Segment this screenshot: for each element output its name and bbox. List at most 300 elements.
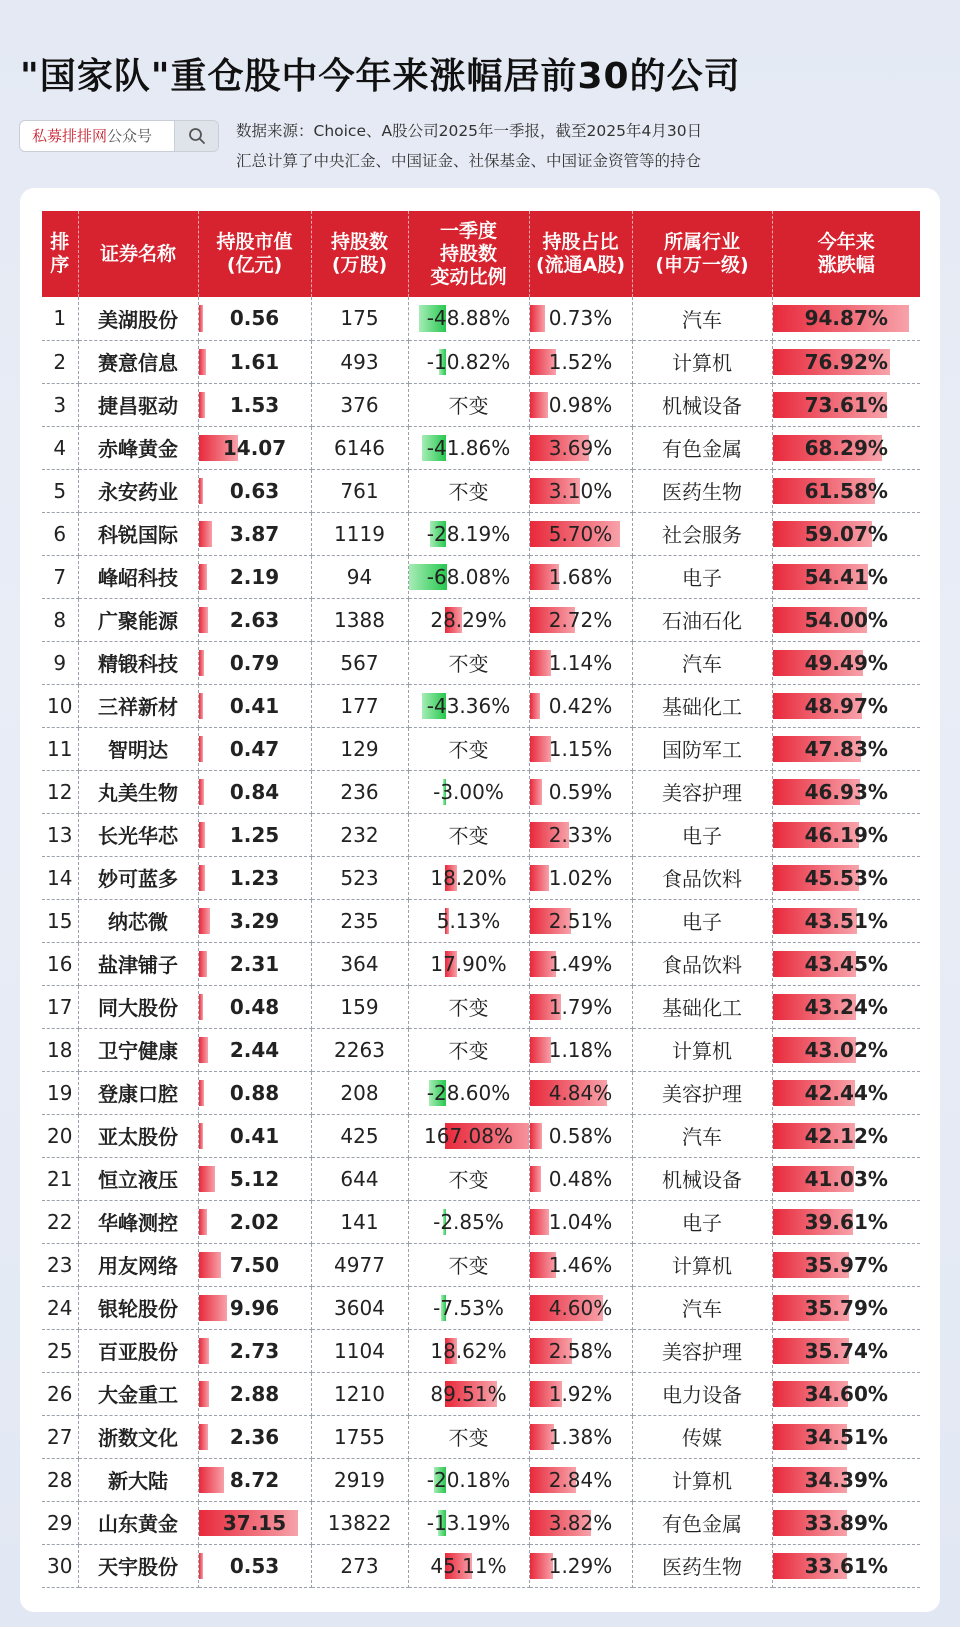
search-brand xyxy=(20,121,174,151)
cell-value-text: 14.07 xyxy=(222,435,287,460)
cell-rank-text: 29 xyxy=(47,1510,73,1535)
cell-name xyxy=(78,1157,198,1200)
cell-ytd-text: 48.97% xyxy=(804,693,888,718)
cell-ytd-text: 43.45% xyxy=(804,951,888,976)
cell-rank xyxy=(42,899,78,942)
cell-ratio xyxy=(529,684,632,727)
cell-value-bar xyxy=(199,1037,208,1063)
cell-change-text: -20.18% xyxy=(426,1467,511,1492)
table-row xyxy=(42,512,920,555)
cell-value-bar xyxy=(199,1295,228,1321)
cell-name-text: 妙可蓝多 xyxy=(98,867,178,891)
cell-ratio-text: 1.15% xyxy=(548,736,613,761)
cell-rank-text: 4 xyxy=(53,435,67,460)
cell-ratio-bar xyxy=(530,693,540,719)
cell-ratio xyxy=(529,297,632,340)
cell-ytd xyxy=(772,813,920,856)
cell-shares-text: 159 xyxy=(340,994,379,1019)
table-row xyxy=(42,1544,920,1587)
source-line-2: 汇总计算了中央汇金、中国证金、社保基金、中国证金资管等的持仓 xyxy=(236,152,702,170)
cell-rank-text: 2 xyxy=(53,349,67,374)
cell-ytd-text: 46.19% xyxy=(804,822,888,847)
cell-value xyxy=(198,1501,311,1544)
cell-rank-text: 18 xyxy=(47,1037,73,1062)
cell-name xyxy=(78,1329,198,1372)
cell-industry xyxy=(632,813,772,856)
table-row xyxy=(42,1114,920,1157)
cell-name-text: 长光华芯 xyxy=(98,824,178,848)
cell-rank-text: 3 xyxy=(53,392,67,417)
header-change-line: 变动比例 xyxy=(430,265,507,288)
cell-ytd xyxy=(772,1114,920,1157)
cell-change-text: 不变 xyxy=(448,480,489,504)
cell-shares xyxy=(311,641,408,684)
cell-ratio-text: 5.70% xyxy=(548,521,613,546)
cell-name-text: 精锻科技 xyxy=(98,652,178,676)
cell-change xyxy=(408,469,529,512)
cell-shares xyxy=(311,1372,408,1415)
cell-shares-text: 364 xyxy=(340,951,379,976)
cell-rank-text: 26 xyxy=(47,1381,73,1406)
cell-change-text: -10.82% xyxy=(426,349,511,374)
cell-shares-text: 141 xyxy=(340,1209,379,1234)
cell-rank-text: 11 xyxy=(47,736,73,761)
cell-ratio xyxy=(529,1372,632,1415)
cell-industry xyxy=(632,1415,772,1458)
cell-ytd-text: 33.89% xyxy=(804,1510,888,1535)
cell-rank-text: 22 xyxy=(47,1209,73,1234)
cell-rank-text: 27 xyxy=(47,1424,73,1449)
cell-ratio xyxy=(529,1501,632,1544)
cell-shares xyxy=(311,1458,408,1501)
cell-shares xyxy=(311,899,408,942)
cell-change-text: 167.08% xyxy=(424,1123,513,1148)
cell-value-bar xyxy=(199,994,203,1020)
table-row xyxy=(42,1200,920,1243)
cell-industry-text: 电力设备 xyxy=(662,1383,742,1407)
cell-ytd xyxy=(772,383,920,426)
cell-value xyxy=(198,1071,311,1114)
cell-value xyxy=(198,469,311,512)
cell-shares-text: 1119 xyxy=(334,521,385,546)
cell-value xyxy=(198,899,311,942)
cell-value-text: 1.23 xyxy=(229,865,280,890)
cell-value-text: 0.56 xyxy=(229,306,280,331)
cell-value-text: 8.72 xyxy=(229,1467,280,1492)
cell-industry xyxy=(632,512,772,555)
table-row xyxy=(42,1415,920,1458)
cell-value-text: 0.84 xyxy=(229,779,280,804)
cell-industry xyxy=(632,684,772,727)
cell-ratio xyxy=(529,1243,632,1286)
cell-ratio-text: 4.84% xyxy=(548,1080,613,1105)
cell-ratio xyxy=(529,1544,632,1587)
cell-ytd-text: 34.39% xyxy=(804,1467,888,1492)
cell-rank xyxy=(42,297,78,340)
cell-change-text: 89.51% xyxy=(430,1381,507,1406)
cell-ytd xyxy=(772,555,920,598)
cell-ytd-text: 46.93% xyxy=(804,779,888,804)
cell-change xyxy=(408,942,529,985)
cell-value-bar xyxy=(199,1209,207,1235)
cell-rank xyxy=(42,1114,78,1157)
cell-shares xyxy=(311,1157,408,1200)
cell-ratio xyxy=(529,899,632,942)
cell-industry-text: 基础化工 xyxy=(662,695,742,719)
cell-shares xyxy=(311,297,408,340)
cell-name-text: 登康口腔 xyxy=(98,1082,178,1106)
cell-value-bar xyxy=(199,1080,204,1106)
cell-ytd-text: 68.29% xyxy=(804,435,888,460)
cell-value xyxy=(198,1544,311,1587)
cell-change-text: 不变 xyxy=(448,394,489,418)
cell-ratio xyxy=(529,942,632,985)
cell-industry xyxy=(632,1458,772,1501)
cell-name-text: 天宇股份 xyxy=(98,1555,178,1579)
cell-ratio xyxy=(529,641,632,684)
cell-ratio-bar xyxy=(530,650,551,676)
cell-shares xyxy=(311,426,408,469)
cell-shares-text: 13822 xyxy=(327,1510,392,1535)
cell-value xyxy=(198,383,311,426)
cell-ratio-text: 1.18% xyxy=(548,1037,613,1062)
cell-shares xyxy=(311,1071,408,1114)
cell-name xyxy=(78,856,198,899)
cell-ytd-text: 47.83% xyxy=(804,736,888,761)
cell-value xyxy=(198,1114,311,1157)
cell-name-text: 纳芯微 xyxy=(108,910,168,934)
cell-industry-text: 电子 xyxy=(682,566,722,590)
cell-industry-text: 医药生物 xyxy=(662,1555,742,1579)
cell-ytd xyxy=(772,1544,920,1587)
cell-name-text: 永安药业 xyxy=(98,480,178,504)
cell-change-text: -7.53% xyxy=(433,1295,504,1320)
cell-shares-text: 129 xyxy=(340,736,379,761)
cell-value-text: 9.96 xyxy=(229,1295,280,1320)
cell-rank-text: 14 xyxy=(47,865,73,890)
cell-shares xyxy=(311,813,408,856)
cell-industry-text: 有色金属 xyxy=(662,437,742,461)
cell-industry-text: 社会服务 xyxy=(662,523,742,547)
cell-rank xyxy=(42,469,78,512)
cell-ratio xyxy=(529,727,632,770)
cell-ytd-text: 49.49% xyxy=(804,650,888,675)
search-box[interactable] xyxy=(19,120,219,152)
cell-shares-text: 232 xyxy=(340,822,379,847)
cell-value-bar xyxy=(199,1424,208,1450)
cell-rank xyxy=(42,1501,78,1544)
cell-shares xyxy=(311,985,408,1028)
cell-name-text: 捷昌驱动 xyxy=(98,394,178,418)
cell-ratio-text: 1.46% xyxy=(548,1252,613,1277)
cell-ratio-bar xyxy=(530,1166,541,1192)
cell-value-text: 0.63 xyxy=(229,478,280,503)
cell-rank xyxy=(42,985,78,1028)
cell-ratio-bar xyxy=(530,305,545,332)
source-line-1: 数据来源：Choice、A股公司2025年一季报，截至2025年4月30日 xyxy=(236,122,703,140)
cell-rank xyxy=(42,1243,78,1286)
table-row xyxy=(42,426,920,469)
cell-name-text: 盐津铺子 xyxy=(98,953,178,977)
cell-name-text: 恒立液压 xyxy=(98,1168,178,1192)
cell-name-text: 百亚股份 xyxy=(98,1340,178,1364)
cell-ratio-text: 2.84% xyxy=(548,1467,613,1492)
cell-shares-text: 761 xyxy=(340,478,379,503)
cell-industry xyxy=(632,598,772,641)
header-shares-line: 持股数 xyxy=(330,231,388,253)
cell-rank xyxy=(42,1415,78,1458)
cell-value xyxy=(198,1243,311,1286)
cell-rank xyxy=(42,1157,78,1200)
cell-ratio xyxy=(529,1071,632,1114)
cell-ytd xyxy=(772,1200,920,1243)
cell-rank xyxy=(42,598,78,641)
cell-rank xyxy=(42,1372,78,1415)
cell-shares-text: 1388 xyxy=(334,607,385,632)
cell-rank xyxy=(42,1200,78,1243)
cell-ratio xyxy=(529,1157,632,1200)
cell-industry-text: 基础化工 xyxy=(662,996,742,1020)
cell-ytd-text: 54.41% xyxy=(804,564,888,589)
cell-shares xyxy=(311,383,408,426)
cell-industry xyxy=(632,383,772,426)
cell-name-text: 赤峰黄金 xyxy=(98,437,178,461)
cell-name xyxy=(78,1071,198,1114)
cell-change xyxy=(408,1200,529,1243)
cell-value-text: 2.63 xyxy=(229,607,280,632)
cell-industry xyxy=(632,1286,772,1329)
cell-value xyxy=(198,1372,311,1415)
cell-value xyxy=(198,641,311,684)
cell-value-text: 0.41 xyxy=(229,693,280,718)
cell-rank-text: 9 xyxy=(53,650,67,675)
cell-change xyxy=(408,1071,529,1114)
cell-rank xyxy=(42,426,78,469)
cell-ratio-text: 3.82% xyxy=(548,1510,613,1535)
cell-shares xyxy=(311,1028,408,1071)
cell-change-text: 不变 xyxy=(448,738,489,762)
cell-ytd-text: 73.61% xyxy=(804,392,888,417)
cell-rank xyxy=(42,383,78,426)
cell-ratio-bar xyxy=(530,392,549,418)
cell-ratio xyxy=(529,813,632,856)
cell-rank xyxy=(42,512,78,555)
cell-rank-text: 1 xyxy=(53,306,67,331)
cell-ratio-text: 2.72% xyxy=(548,607,613,632)
cell-ytd xyxy=(772,1286,920,1329)
cell-change xyxy=(408,598,529,641)
cell-ytd xyxy=(772,641,920,684)
cell-rank-text: 17 xyxy=(47,994,73,1019)
cell-rank-text: 13 xyxy=(47,822,73,847)
cell-change xyxy=(408,1329,529,1372)
cell-ytd-text: 45.53% xyxy=(804,865,888,890)
cell-name-text: 山东黄金 xyxy=(98,1512,178,1536)
cell-ytd-text: 43.24% xyxy=(804,994,888,1019)
table-row xyxy=(42,1028,920,1071)
cell-ytd-text: 42.12% xyxy=(804,1123,888,1148)
cell-change-text: 不变 xyxy=(448,1254,489,1278)
cell-ytd-text: 42.44% xyxy=(804,1080,888,1105)
cell-change-text: 不变 xyxy=(448,1168,489,1192)
cell-change xyxy=(408,1501,529,1544)
cell-ytd xyxy=(772,985,920,1028)
cell-industry-text: 汽车 xyxy=(682,1297,722,1321)
cell-ytd xyxy=(772,1415,920,1458)
cell-shares-text: 523 xyxy=(340,865,379,890)
table-row xyxy=(42,770,920,813)
cell-ratio-text: 0.98% xyxy=(548,392,613,417)
cell-ytd xyxy=(772,684,920,727)
header-value xyxy=(198,211,311,297)
cell-ytd-text: 61.58% xyxy=(804,478,888,503)
cell-shares-text: 376 xyxy=(340,392,379,417)
cell-value xyxy=(198,512,311,555)
cell-value-bar xyxy=(199,478,204,504)
table-body xyxy=(42,297,920,1587)
cell-change xyxy=(408,1114,529,1157)
cell-industry-text: 石油石化 xyxy=(662,609,742,633)
cell-industry xyxy=(632,985,772,1028)
cell-industry-text: 国防军工 xyxy=(662,738,742,762)
cell-name xyxy=(78,1501,198,1544)
table-row xyxy=(42,985,920,1028)
cell-name-text: 浙数文化 xyxy=(98,1426,178,1450)
cell-rank xyxy=(42,555,78,598)
cell-industry-text: 机械设备 xyxy=(662,394,742,418)
cell-industry-text: 医药生物 xyxy=(662,480,742,504)
cell-shares-text: 6146 xyxy=(334,435,385,460)
cell-change-text: 不变 xyxy=(448,824,489,848)
cell-change-text: 18.62% xyxy=(430,1338,507,1363)
cell-change-text: 不变 xyxy=(448,1039,489,1063)
cell-value-bar xyxy=(199,1123,203,1149)
cell-industry xyxy=(632,1243,772,1286)
cell-name-text: 智明达 xyxy=(108,738,168,762)
cell-value-bar xyxy=(199,908,211,934)
cell-change-text: 不变 xyxy=(448,996,489,1020)
brand-suffix: 公众号 xyxy=(107,127,153,145)
cell-ratio-text: 1.52% xyxy=(548,349,613,374)
cell-value xyxy=(198,856,311,899)
cell-ytd-text: 35.79% xyxy=(804,1295,888,1320)
cell-rank-text: 8 xyxy=(53,607,67,632)
cell-ratio xyxy=(529,856,632,899)
cell-rank xyxy=(42,340,78,383)
cell-shares xyxy=(311,555,408,598)
header-change-line: 持股数 xyxy=(439,242,497,265)
cell-shares-text: 177 xyxy=(340,693,379,718)
cell-ytd xyxy=(772,1071,920,1114)
cell-name-text: 同大股份 xyxy=(98,996,178,1020)
cell-rank-text: 30 xyxy=(47,1553,73,1578)
cell-name xyxy=(78,813,198,856)
cell-industry xyxy=(632,469,772,512)
cell-shares xyxy=(311,770,408,813)
cell-ytd xyxy=(772,1501,920,1544)
cell-value xyxy=(198,340,311,383)
header-shares xyxy=(311,211,408,297)
cell-industry xyxy=(632,727,772,770)
cell-shares xyxy=(311,340,408,383)
cell-change-text: 45.11% xyxy=(430,1553,507,1578)
cell-shares xyxy=(311,469,408,512)
header-change xyxy=(408,211,529,297)
table-row xyxy=(42,1372,920,1415)
cell-change-text: 28.29% xyxy=(430,607,507,632)
cell-change-text: -43.36% xyxy=(426,693,511,718)
cell-change xyxy=(408,684,529,727)
cell-rank-text: 21 xyxy=(47,1166,73,1191)
cell-name-text: 峰岹科技 xyxy=(98,566,178,590)
cell-industry xyxy=(632,1114,772,1157)
cell-value xyxy=(198,985,311,1028)
table-row xyxy=(42,1243,920,1286)
table-row xyxy=(42,942,920,985)
cell-industry xyxy=(632,1372,772,1415)
cell-ratio xyxy=(529,555,632,598)
cell-ratio-text: 1.49% xyxy=(548,951,613,976)
cell-ytd xyxy=(772,856,920,899)
cell-ratio-text: 1.92% xyxy=(548,1381,613,1406)
table-row xyxy=(42,1071,920,1114)
cell-ratio xyxy=(529,985,632,1028)
search-button[interactable] xyxy=(174,121,218,151)
cell-value xyxy=(198,727,311,770)
cell-ratio-text: 1.68% xyxy=(548,564,613,589)
header-ratio-line: (流通A股) xyxy=(535,254,626,276)
cell-industry-text: 计算机 xyxy=(672,1254,732,1278)
cell-industry xyxy=(632,1028,772,1071)
cell-industry xyxy=(632,942,772,985)
cell-value xyxy=(198,1458,311,1501)
table-row xyxy=(42,340,920,383)
cell-rank xyxy=(42,856,78,899)
cell-ratio xyxy=(529,770,632,813)
cell-value-bar xyxy=(199,1467,225,1493)
cell-name xyxy=(78,1544,198,1587)
cell-value xyxy=(198,1157,311,1200)
cell-change xyxy=(408,297,529,340)
cell-value xyxy=(198,1028,311,1071)
cell-change-text: 18.20% xyxy=(430,865,507,890)
cell-ytd-text: 33.61% xyxy=(804,1553,888,1578)
cell-rank-text: 20 xyxy=(47,1123,73,1148)
cell-name-text: 新大陆 xyxy=(108,1469,168,1493)
cell-industry-text: 电子 xyxy=(682,824,722,848)
cell-value-bar xyxy=(199,1381,209,1407)
table-row xyxy=(42,555,920,598)
cell-name xyxy=(78,1286,198,1329)
cell-value-text: 2.31 xyxy=(229,951,280,976)
cell-shares xyxy=(311,1243,408,1286)
cell-rank xyxy=(42,727,78,770)
table-row xyxy=(42,1286,920,1329)
table-row xyxy=(42,813,920,856)
cell-value-text: 37.15 xyxy=(222,1510,287,1535)
cell-industry xyxy=(632,1200,772,1243)
cell-rank-text: 10 xyxy=(47,693,73,718)
cell-ratio-text: 1.29% xyxy=(548,1553,613,1578)
cell-value-text: 0.88 xyxy=(229,1080,280,1105)
cell-industry-text: 传媒 xyxy=(682,1426,722,1450)
cell-name xyxy=(78,727,198,770)
cell-name xyxy=(78,1243,198,1286)
cell-value xyxy=(198,1200,311,1243)
cell-value xyxy=(198,426,311,469)
cell-ratio xyxy=(529,1200,632,1243)
cell-industry-text: 食品饮料 xyxy=(662,953,742,977)
